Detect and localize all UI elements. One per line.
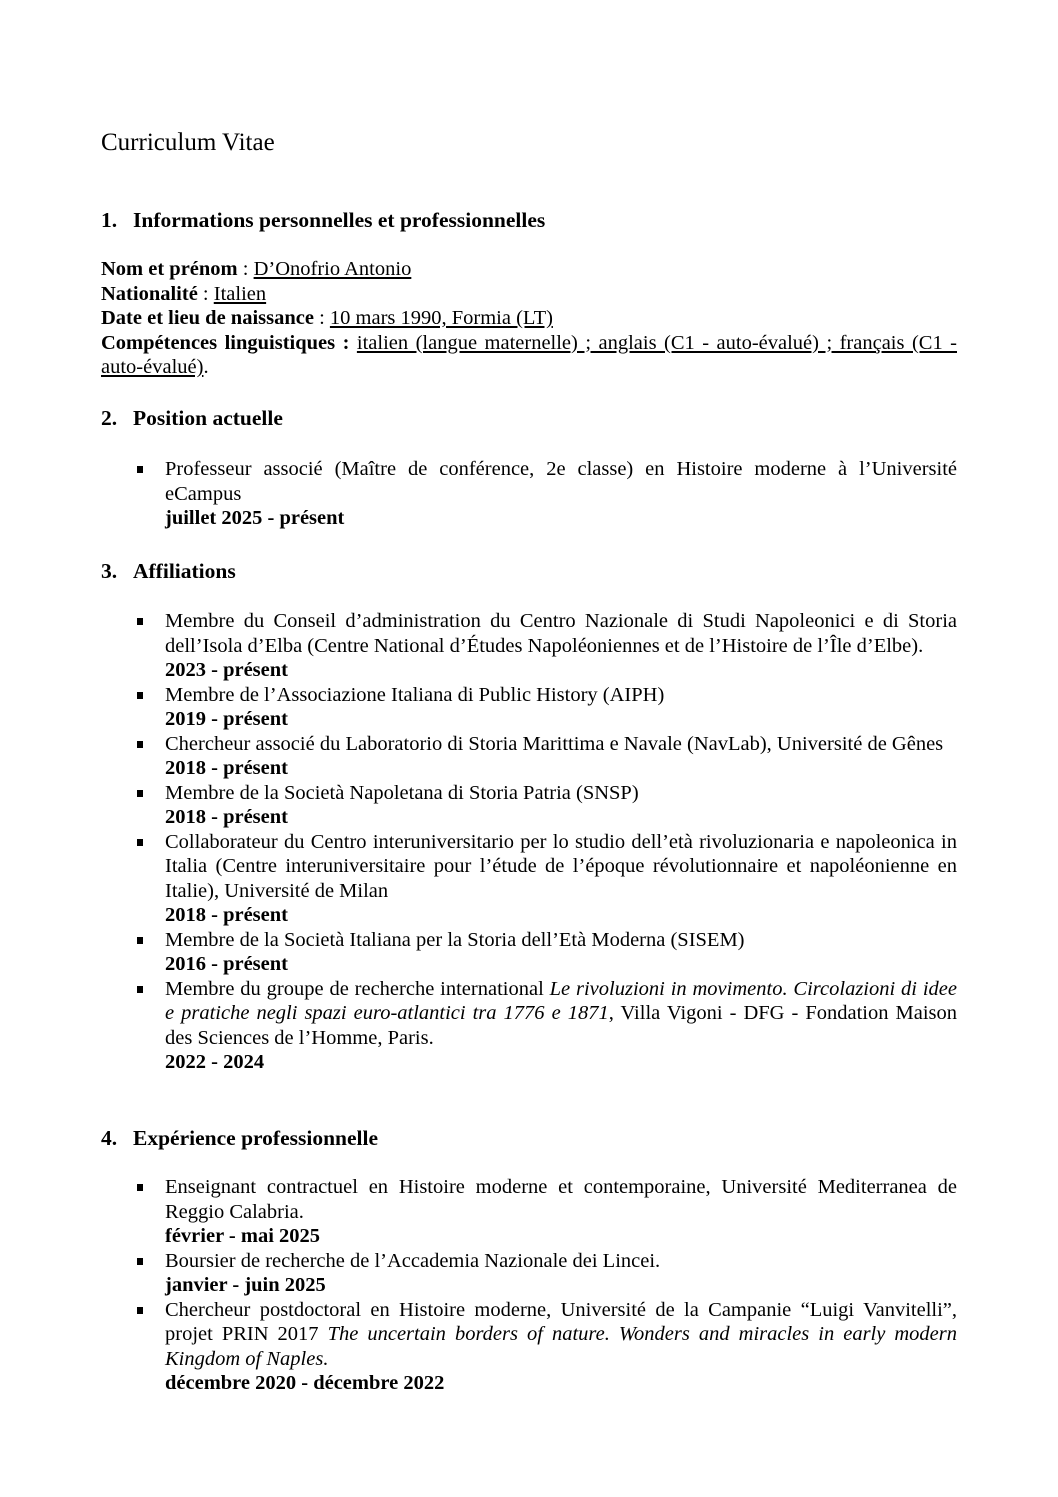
item-text-italic: The uncertain borders of nature. Wonders and miracles in early modern Kingdom of Naples. xyxy=(165,1323,958,1370)
field-label: Compétences linguistiques : xyxy=(101,331,350,354)
field-value: 10 mars 1990, Formia (LT) xyxy=(329,307,553,329)
item-text: Chercheur associé du Laboratorio di Storia Marittima e Navale (NavLab), Université de Gênes xyxy=(165,732,944,755)
list-item xyxy=(101,609,957,683)
item-date: février - mai 2025 xyxy=(165,1225,321,1247)
field-trailing: . xyxy=(203,356,209,378)
field-birth xyxy=(101,306,957,331)
list-item xyxy=(101,457,957,531)
section-number: 2. xyxy=(101,406,118,430)
item-text: Membre de l’Associazione Italiana di Public History (AIPH) xyxy=(165,683,665,706)
item-date: 2018 - présent xyxy=(165,757,288,779)
list-item xyxy=(101,683,957,732)
square-bullet-icon xyxy=(137,692,143,699)
affiliations-list xyxy=(101,609,957,1075)
field-languages xyxy=(101,331,957,380)
list-item xyxy=(101,830,957,928)
list-item xyxy=(101,732,957,781)
section-title: Affiliations xyxy=(133,559,236,583)
field-value: Italien xyxy=(213,282,267,305)
item-date: 2019 - présent xyxy=(165,708,288,730)
field-label: Date et lieu de naissance xyxy=(101,307,314,329)
item-date: décembre 2020 - décembre 2022 xyxy=(165,1372,445,1394)
square-bullet-icon xyxy=(137,618,143,625)
list-item xyxy=(101,928,957,977)
field-value: D’Onofrio Antonio xyxy=(253,258,412,280)
field-label: Nom et prénom xyxy=(101,258,238,280)
list-item xyxy=(101,1249,957,1298)
item-date: janvier - juin 2025 xyxy=(165,1274,326,1296)
field-name xyxy=(101,257,957,282)
square-bullet-icon xyxy=(137,790,143,797)
square-bullet-icon xyxy=(137,986,143,993)
item-text: Boursier de recherche de l’Accademia Nazionale dei Lincei. xyxy=(165,1249,661,1272)
section-heading-personal-info xyxy=(101,206,545,234)
square-bullet-icon xyxy=(137,1258,143,1265)
item-date: juillet 2025 - présent xyxy=(165,507,345,529)
personal-info-block xyxy=(101,257,957,380)
square-bullet-icon xyxy=(137,839,143,846)
section-heading-experience xyxy=(101,1124,378,1152)
item-text: Membre de la Società Italiana per la Storia dell’Età Moderna (SISEM) xyxy=(165,928,745,951)
square-bullet-icon xyxy=(137,466,143,473)
item-text: Membre de la Società Napoletana di Storia Patria (SNSP) xyxy=(165,781,639,804)
field-nationality xyxy=(101,282,957,307)
field-value: italien (langue maternelle) ; anglais (C1 - auto-évalué) ; français (C1 - auto-évalué) xyxy=(101,331,957,378)
item-date: 2022 - 2024 xyxy=(165,1051,265,1073)
square-bullet-icon xyxy=(137,1307,143,1314)
section-title: Expérience professionnelle xyxy=(133,1126,379,1150)
field-separator: : xyxy=(237,258,254,280)
list-item xyxy=(101,1298,957,1396)
item-text: Chercheur postdoctoral en Histoire moderne, Université de la Campanie “Luigi Vanvitelli”, projet PRIN 2017 xyxy=(165,1298,957,1345)
section-heading-current-position xyxy=(101,404,283,432)
square-bullet-icon xyxy=(137,1184,143,1191)
field-separator: : xyxy=(197,282,214,305)
field-label: Nationalité xyxy=(101,282,198,305)
field-separator: : xyxy=(313,307,330,329)
section-number: 1. xyxy=(101,208,118,232)
list-item xyxy=(101,781,957,830)
item-text: Collaborateur du Centro interuniversitario per lo studio dell’età rivoluzionaria e napoleonica in Italia (Centre interuniversitaire pour l’étude de l’époque révolutionnaire et napoléonienne en Italie), Université de Milan xyxy=(165,830,957,902)
item-date: 2016 - présent xyxy=(165,953,288,975)
square-bullet-icon xyxy=(137,937,143,944)
item-date: 2018 - présent xyxy=(165,904,288,926)
section-number: 4. xyxy=(101,1126,118,1150)
list-item xyxy=(101,977,957,1075)
section-heading-affiliations xyxy=(101,557,236,585)
item-date: 2018 - présent xyxy=(165,806,288,828)
experience-list xyxy=(101,1175,957,1396)
item-date: 2023 - présent xyxy=(165,659,288,681)
section-number: 3. xyxy=(101,559,118,583)
current-position-list xyxy=(101,457,957,531)
section-title: Informations personnelles et professionnelles xyxy=(133,208,546,232)
item-text: Membre du groupe de recherche international xyxy=(165,977,550,1000)
item-text: , Villa Vigoni - DFG - Fondation Maison des Sciences de l’Homme, Paris. xyxy=(165,1002,957,1049)
item-text-italic: Le rivoluzioni in movimento. Circolazioni di idee e pratiche negli spazi euro-atlantici tra 1776 e 1871 xyxy=(165,977,957,1024)
field-separator xyxy=(349,332,356,354)
document-title: Curriculum Vitae xyxy=(101,129,275,156)
item-text: Enseignant contractuel en Histoire moderne et contemporaine, Université Mediterranea de Reggio Calabria. xyxy=(165,1176,957,1223)
item-text: Membre du Conseil d’administration du Centro Nazionale di Studi Napoleonici e di Storia dell’Isola d’Elba (Centre National d’Études Napoléoniennes et de l’Histoire de l’Île d’Elbe). xyxy=(165,610,957,657)
section-title: Position actuelle xyxy=(133,406,283,430)
item-text: Professeur associé (Maître de conférence, 2e classe) en Histoire moderne à l’Université eCampus xyxy=(165,458,957,505)
list-item xyxy=(101,1175,957,1249)
square-bullet-icon xyxy=(137,741,143,748)
